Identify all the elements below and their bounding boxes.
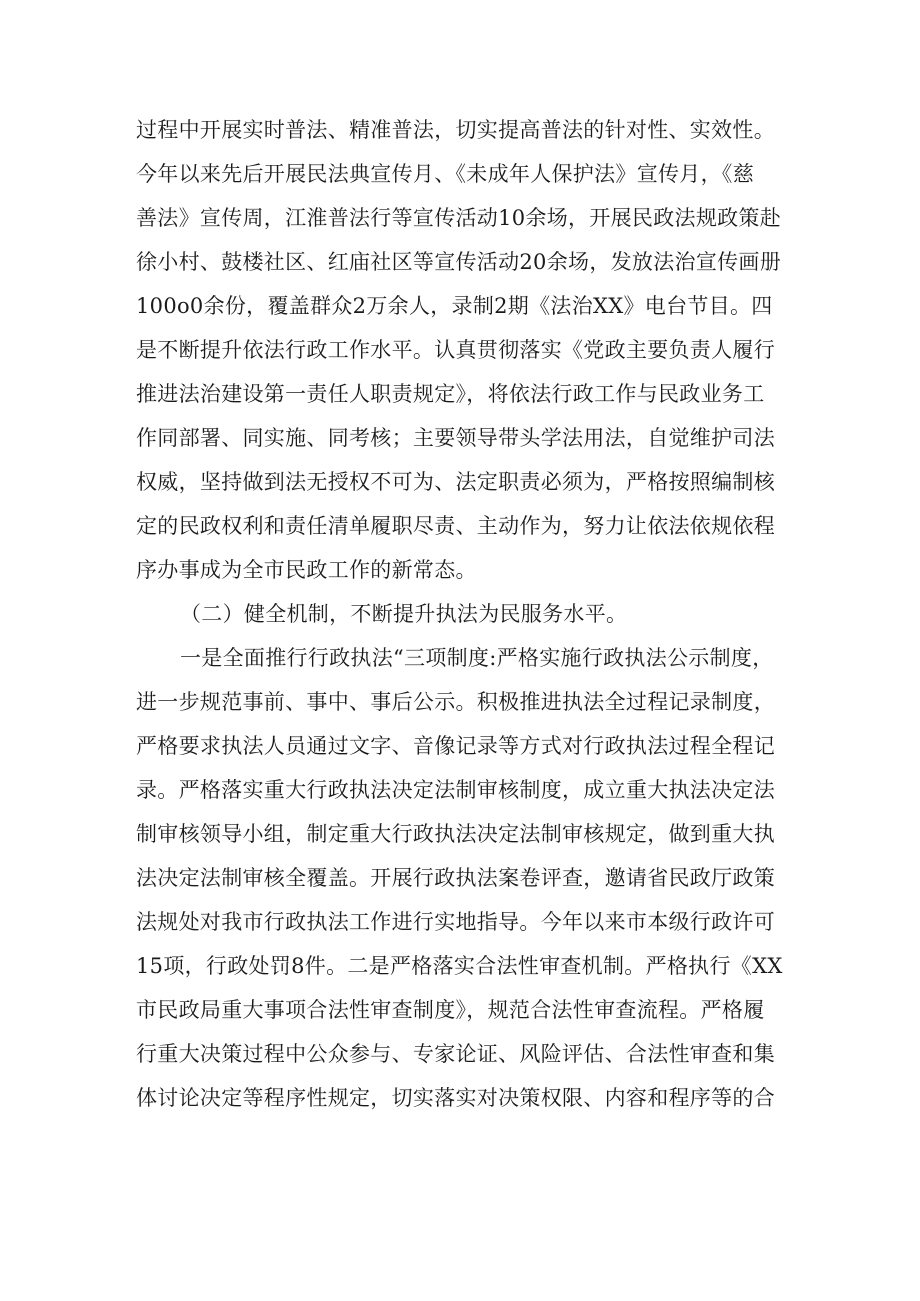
text-line: 作同部署、同实施、同考核；主要领导带头学法用法，自觉维护司法 bbox=[136, 426, 775, 450]
text-line: 善法》宣传周，江淮普法行等宣传活动10余场，开展民政法规政策赴 bbox=[136, 206, 782, 230]
text-line: 制审核领导小组，制定重大行政执法决定法制审核规定，做到重大执 bbox=[136, 822, 775, 846]
text-line: 法决定法制审核全覆盖。开展行政执法案卷评查，邀请省民政厅政策 bbox=[136, 866, 775, 890]
text-line: 100o0余份，覆盖群众2万余人，录制2期《法治XX》电台节目。四 bbox=[136, 294, 773, 318]
section-heading: （二）健全机制，不断提升执法为民服务水平。 bbox=[180, 602, 628, 626]
text-line: 今年以来先后开展民法典宣传月、《未成年人保护法》宣传月，《慈 bbox=[136, 162, 754, 186]
text-line: 体讨论决定等程序性规定，切实落实对决策权限、内容和程序等的合 bbox=[136, 1086, 775, 1110]
text-line: 过程中开展实时普法、精准普法，切实提高普法的针对性、实效性。 bbox=[136, 118, 775, 142]
text-line: 市民政局重大事项合法性审查制度》，规范合法性审查流程。严格履 bbox=[136, 998, 765, 1022]
text-line: 行重大决策过程中公众参与、专家论证、风险评估、合法性审查和集 bbox=[136, 1042, 775, 1066]
text-line: 权威，坚持做到法无授权不可为、法定职责必须为，严格按照编制核 bbox=[136, 470, 775, 494]
text-line: 推进法治建设第一责任人职责规定》，将依法行政工作与民政业务工 bbox=[136, 382, 765, 406]
text-line: 法规处对我市行政执法工作进行实地指导。今年以来市本级行政许可 bbox=[136, 910, 775, 934]
text-line: 严格要求执法人员通过文字、音像记录等方式对行政执法过程全程记 bbox=[136, 734, 775, 758]
text-line: 序办事成为全市民政工作的新常态。 bbox=[136, 558, 477, 582]
text-line: 录。严格落实重大行政执法决定法制审核制度，成立重大执法决定法 bbox=[136, 778, 775, 802]
text-line: 是不断提升依法行政工作水平。认真贯彻落实《党政主要负责人履行 bbox=[136, 338, 775, 362]
text-line: 一是全面推行行政执法“三项制度:严格实施行政执法公示制度， bbox=[180, 646, 774, 670]
text-line: 徐小村、鼓楼社区、红庙社区等宣传活动20余场，发放法治宣传画册 bbox=[136, 250, 782, 274]
text-line: 进一步规范事前、事中、事后公示。积极推进执法全过程记录制度， bbox=[136, 690, 775, 714]
text-line: 15项，行政处罚8件。二是严格落实合法性审查机制。严格执行《XX bbox=[136, 954, 783, 978]
text-line: 定的民政权利和责任清单履职尽责、主动作为，努力让依法依规依程 bbox=[136, 514, 775, 538]
